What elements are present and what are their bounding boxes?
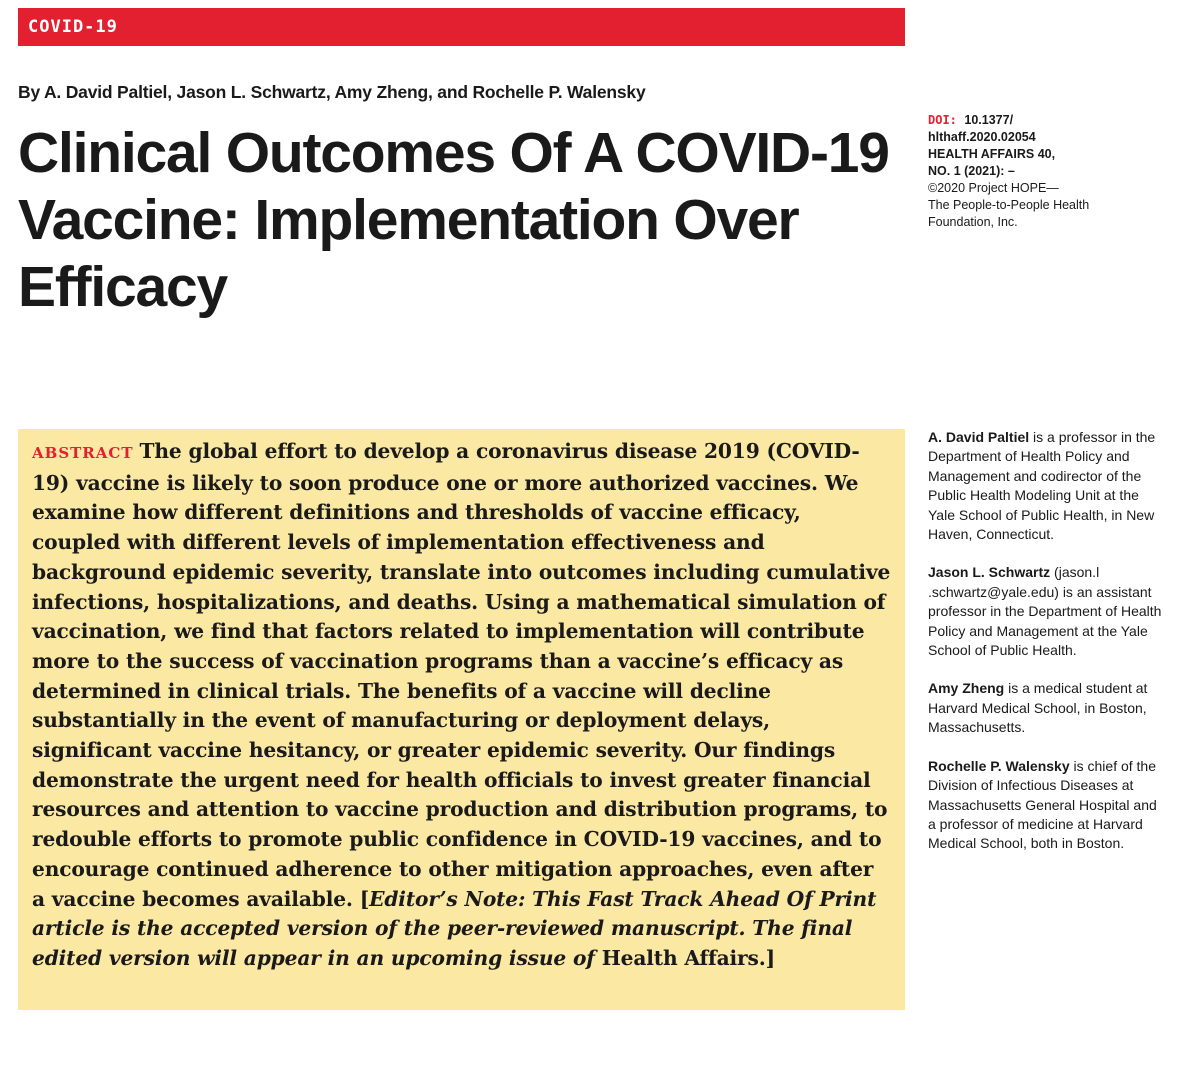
author-bio-zheng: [928, 679, 1164, 737]
abstract-text: The global effort to develop a coronavirus disease 2019 (COVID-19) vaccine is likely to soon produce one or more authorized vaccines. We examine how different definitions and thresholds of vaccine efficacy, coupled with different levels of implementation effectiveness and background epidemic severity, translate into outcomes including cumulative infections, hospitalizations, and deaths. Using a mathematical simulation of vaccination, we find that factors related to implementation will contribute more to the success of vaccination programs than a vaccine’s efficacy as determined in clinical trials. The benefits of a vaccine will decline substantially in the event of manufacturing or deployment delays, significant vaccine hesitancy, or greater epidemic severity. Our findings demonstrate the urgent need for health officials to invest greater financial resources and attention to vaccine production and distribution programs, to redouble efforts to promote public confidence in COVID-19 vaccines, and to encourage continued adherence to other mitigation approaches, even after a vaccine becomes available.: [32, 439, 891, 911]
journal-issue: NO. 1 (2021): –: [928, 164, 1015, 178]
author-bio-paltiel: [928, 428, 1164, 544]
author-description: is a medical student at Harvard Medical School, in Boston, Massachusetts.: [928, 680, 1148, 736]
editor-note: Editor’s Note: This Fast Track Ahead Of Print article is the accepted version of the peer-reviewed manuscript. The final edited version will appear in an upcoming issue of: [32, 886, 877, 970]
author-bio-walensky: [928, 757, 1164, 854]
section-banner: [18, 8, 905, 46]
editor-note-open: [: [359, 886, 370, 911]
copyright-line-2: The People-to-People Health: [928, 198, 1090, 212]
article-title: Clinical Outcomes Of A COVID-19 Vaccine: Implementation Over Efficacy: [18, 121, 889, 319]
doi-value-part1[interactable]: 10.1377/: [964, 113, 1014, 127]
author-name: Rochelle P. Walensky: [928, 757, 1070, 774]
author-description: is chief of the Division of Infectious Diseases at Massachusetts General Hospital and a professor of medicine at Harvard Medical School, both in Boston.: [928, 757, 1157, 852]
doi-block: [928, 112, 1168, 231]
doi-value-part2[interactable]: hlthaff.2020.02054: [928, 130, 1036, 144]
abstract-box: [18, 429, 905, 1010]
author-description: is a professor in the Department of Health Policy and Management and codirector of the Public Health Modeling Unit at the Yale School of Public Health, in New Haven, Connecticut.: [928, 429, 1156, 543]
section-label: COVID-19: [28, 17, 118, 37]
doi-label: DOI:: [928, 113, 957, 127]
copyright-line-1: ©2020 Project HOPE—: [928, 181, 1059, 195]
author-description: (jason.l .schwartz@yale.edu) is an assistant professor in the Department of Health Policy and Management at the Yale School of Public Health.: [928, 564, 1162, 659]
author-name: Jason L. Schwartz: [928, 564, 1051, 581]
editor-note-close: Health Affairs.]: [601, 945, 776, 970]
abstract-label: ABSTRACT: [32, 444, 134, 462]
copyright-line-3: Foundation, Inc.: [928, 215, 1018, 229]
journal-name: HEALTH AFFAIRS 40,: [928, 147, 1056, 161]
author-name: Amy Zheng: [928, 680, 1005, 697]
byline: By A. David Paltiel, Jason L. Schwartz, Amy Zheng, and Rochelle P. Walensky: [18, 82, 646, 102]
author-affiliations: [928, 428, 1164, 873]
author-bio-schwartz: [928, 563, 1164, 660]
doi-line: [928, 112, 1168, 129]
author-name: A. David Paltiel: [928, 429, 1030, 445]
